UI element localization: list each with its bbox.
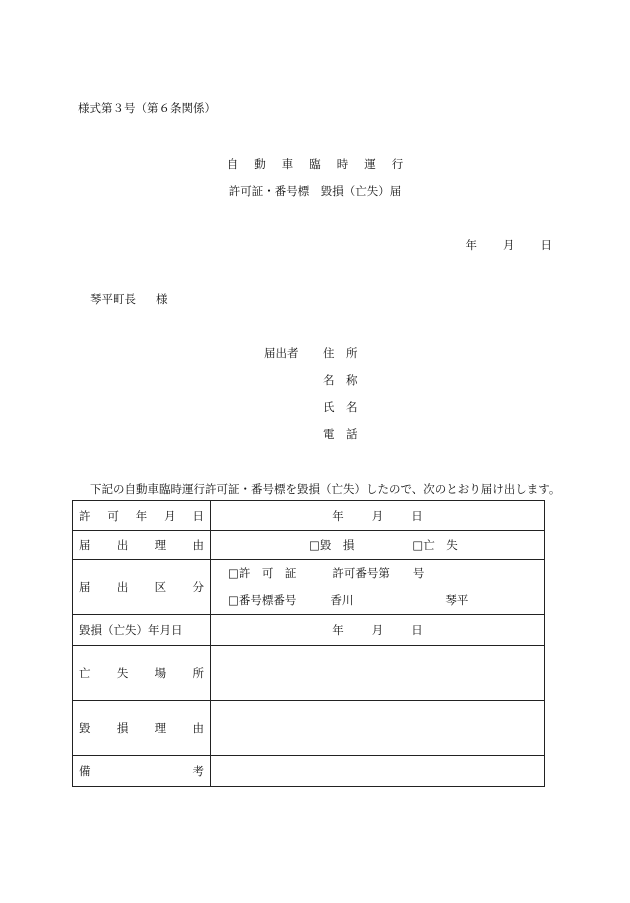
month-label: 月 bbox=[371, 508, 384, 523]
permit-date-label bbox=[73, 501, 211, 531]
table-row bbox=[73, 756, 545, 787]
damage-date-value[interactable] bbox=[211, 615, 545, 646]
label-char: 届 bbox=[79, 580, 91, 594]
category-label bbox=[73, 560, 211, 615]
form-number: 様式第３号（第６条関係） bbox=[78, 101, 216, 115]
title-char: 臨 bbox=[309, 157, 321, 171]
damage-date-label: 毀損（亡失）年月日 bbox=[73, 615, 211, 646]
label-char: 由 bbox=[192, 721, 204, 735]
day-label: 日 bbox=[411, 623, 423, 637]
year-label: 年 bbox=[465, 238, 477, 252]
table-row bbox=[73, 701, 545, 756]
loss-place-label bbox=[73, 646, 211, 701]
applicant-phone-field[interactable]: 電 話 bbox=[323, 427, 358, 441]
label-char: 出 bbox=[116, 580, 129, 594]
label-char: 理 bbox=[154, 538, 167, 552]
label-char: 毀 bbox=[79, 721, 91, 735]
title-char: 車 bbox=[281, 157, 294, 171]
permit-date-value[interactable] bbox=[211, 501, 545, 531]
month-label: 月 bbox=[503, 238, 515, 252]
year-label: 年 bbox=[332, 508, 344, 523]
label-char: 月 bbox=[164, 508, 176, 523]
remarks-label bbox=[73, 756, 211, 787]
damage-reason-field[interactable] bbox=[211, 701, 545, 756]
applicant-address-field[interactable]: 住 所 bbox=[323, 346, 358, 360]
label-char: 失 bbox=[116, 666, 129, 680]
reason-value bbox=[211, 531, 545, 560]
loss-checkbox[interactable]: □亡 失 bbox=[412, 538, 458, 552]
applicant-name-field[interactable]: 氏 名 bbox=[323, 400, 358, 414]
applicant-name-of-entity-field[interactable]: 名 称 bbox=[323, 373, 358, 387]
label-char: 亡 bbox=[79, 666, 91, 680]
permit-checkbox[interactable]: □許 可 証 bbox=[228, 566, 297, 580]
addressee bbox=[90, 291, 168, 307]
table-row bbox=[73, 560, 545, 615]
title-char: 行 bbox=[391, 157, 404, 171]
label-char: 備 bbox=[79, 764, 91, 778]
document-title-line1 bbox=[0, 156, 630, 172]
loss-place-field[interactable] bbox=[211, 646, 545, 701]
applicant-label: 届出者 bbox=[264, 346, 299, 360]
title-char: 運 bbox=[364, 157, 376, 171]
label-char: 届 bbox=[79, 538, 91, 552]
label-char: 考 bbox=[192, 764, 204, 778]
label-char: 所 bbox=[192, 666, 204, 680]
label-char: 損 bbox=[116, 721, 129, 735]
addressee-name: 琴平町長 bbox=[90, 292, 136, 306]
remarks-field[interactable] bbox=[211, 756, 545, 787]
title-char: 自 bbox=[226, 157, 239, 171]
permit-number-field[interactable]: 許可番号第 号 bbox=[332, 566, 425, 580]
category-value bbox=[211, 560, 545, 615]
label-char: 区 bbox=[154, 580, 167, 594]
document-title-line2: 許可証・番号標 毀損（亡失）届 bbox=[228, 184, 402, 198]
label-char: 出 bbox=[116, 538, 129, 552]
label-char: 可 bbox=[107, 508, 119, 523]
table-row bbox=[73, 646, 545, 701]
label-char: 由 bbox=[192, 538, 204, 552]
month-label: 月 bbox=[371, 623, 384, 637]
submission-date bbox=[0, 237, 552, 253]
label-char: 場 bbox=[154, 666, 167, 680]
table-row bbox=[73, 615, 545, 646]
plate-number-checkbox[interactable]: □番号標番号 bbox=[228, 593, 297, 607]
table-row bbox=[73, 531, 545, 560]
report-table bbox=[72, 500, 545, 787]
label-char: 分 bbox=[192, 580, 204, 594]
intro-statement: 下記の自動車臨時運行許可証・番号標を毀損（亡失）したので、次のとおり届け出します。 bbox=[90, 482, 561, 496]
title-char: 時 bbox=[336, 157, 349, 171]
title-char: 動 bbox=[254, 157, 266, 171]
label-char: 日 bbox=[192, 508, 204, 523]
damage-checkbox[interactable]: □毀 損 bbox=[309, 538, 355, 552]
plate-town: 琴平 bbox=[445, 593, 469, 607]
plate-prefecture: 香川 bbox=[330, 593, 354, 607]
day-label: 日 bbox=[411, 508, 423, 523]
addressee-honorific: 様 bbox=[156, 292, 168, 306]
table-row bbox=[73, 501, 545, 531]
label-char: 許 bbox=[79, 508, 91, 523]
damage-reason-label bbox=[73, 701, 211, 756]
label-char: 理 bbox=[154, 721, 167, 735]
year-label: 年 bbox=[332, 623, 344, 637]
label-char: 年 bbox=[135, 508, 148, 523]
day-label: 日 bbox=[540, 238, 552, 252]
reason-label bbox=[73, 531, 211, 560]
